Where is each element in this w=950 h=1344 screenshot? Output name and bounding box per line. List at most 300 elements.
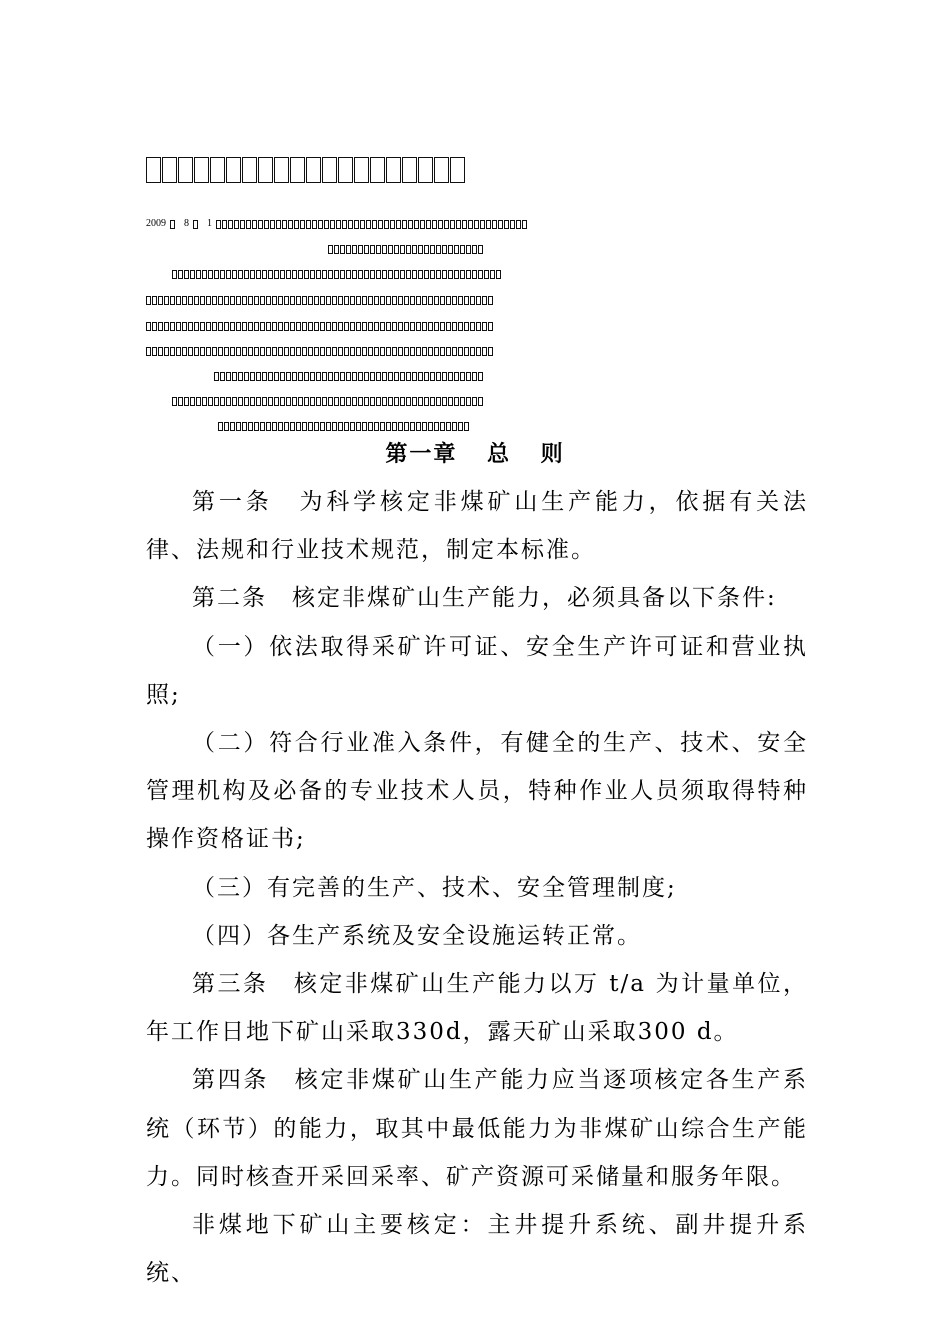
- missing-glyph: [474, 220, 479, 229]
- missing-glyph: [398, 347, 403, 356]
- missing-glyph: [464, 347, 469, 356]
- preface-glyphs: [146, 322, 493, 331]
- missing-glyph: [446, 422, 451, 431]
- missing-glyph: [340, 245, 345, 254]
- missing-glyph: [464, 322, 469, 331]
- missing-glyph: [344, 347, 349, 356]
- missing-glyph: [338, 347, 343, 356]
- missing-glyph: [326, 322, 331, 331]
- missing-glyph: [392, 422, 397, 431]
- missing-glyph: [184, 397, 189, 406]
- missing-glyph: [380, 296, 385, 305]
- missing-glyph: [316, 372, 321, 381]
- missing-glyph: [408, 220, 413, 229]
- missing-glyph: [364, 372, 369, 381]
- missing-glyph: [272, 422, 277, 431]
- missing-glyph: [316, 270, 321, 279]
- missing-glyph: [388, 270, 393, 279]
- missing-glyph: [322, 270, 327, 279]
- date-day: 1: [207, 218, 212, 229]
- missing-glyph: [368, 422, 373, 431]
- missing-glyph: [394, 245, 399, 254]
- missing-glyph: [466, 245, 471, 254]
- missing-glyph: [308, 422, 313, 431]
- missing-glyph: [412, 397, 417, 406]
- missing-glyph: [164, 296, 169, 305]
- missing-glyph: [308, 322, 313, 331]
- preface-glyphs: [172, 270, 501, 279]
- missing-glyph: [250, 372, 255, 381]
- missing-glyph: [304, 270, 309, 279]
- missing-glyph: [262, 372, 267, 381]
- document-body: [146, 478, 808, 1297]
- missing-glyph: [254, 322, 259, 331]
- missing-glyph: [422, 422, 427, 431]
- preface-line-7: [214, 370, 483, 382]
- missing-glyph: [442, 397, 447, 406]
- missing-glyph: [320, 347, 325, 356]
- missing-glyph: [482, 296, 487, 305]
- missing-glyph: [328, 245, 333, 254]
- missing-glyph: [412, 372, 417, 381]
- missing-glyph: [400, 245, 405, 254]
- missing-glyph: [304, 372, 309, 381]
- missing-glyph: [206, 347, 211, 356]
- missing-glyph: [368, 347, 373, 356]
- missing-glyph: [440, 347, 445, 356]
- missing-glyph: [464, 296, 469, 305]
- missing-glyph: [218, 347, 223, 356]
- missing-glyph: [182, 322, 187, 331]
- missing-glyph: [424, 270, 429, 279]
- missing-glyph: [196, 397, 201, 406]
- missing-glyph: [328, 270, 333, 279]
- missing-glyph: [424, 372, 429, 381]
- missing-glyph: [308, 347, 313, 356]
- missing-glyph: [442, 270, 447, 279]
- missing-glyph: [152, 296, 157, 305]
- missing-glyph: [464, 422, 469, 431]
- date-year: 2009: [146, 218, 166, 229]
- missing-glyph: [478, 372, 483, 381]
- missing-glyph: [170, 220, 175, 229]
- missing-glyph: [400, 270, 405, 279]
- missing-glyph: [298, 372, 303, 381]
- article-2-item-4: （四）各生产系统及安全设施运转正常。: [192, 922, 642, 949]
- missing-glyph: [176, 347, 181, 356]
- missing-glyph: [324, 220, 329, 229]
- missing-glyph: [400, 372, 405, 381]
- missing-glyph: [242, 157, 257, 183]
- preface-line-5: [146, 320, 493, 332]
- missing-glyph: [442, 245, 447, 254]
- missing-glyph: [188, 296, 193, 305]
- missing-glyph: [354, 220, 359, 229]
- missing-glyph: [344, 296, 349, 305]
- missing-glyph: [404, 422, 409, 431]
- missing-glyph: [388, 245, 393, 254]
- missing-glyph: [374, 322, 379, 331]
- missing-glyph: [344, 322, 349, 331]
- missing-glyph: [260, 422, 265, 431]
- missing-glyph: [260, 347, 265, 356]
- missing-glyph: [398, 422, 403, 431]
- preface-glyphs: [214, 372, 483, 381]
- missing-glyph: [478, 397, 483, 406]
- missing-glyph: [222, 220, 227, 229]
- missing-glyph: [236, 422, 241, 431]
- missing-glyph: [206, 322, 211, 331]
- missing-glyph: [226, 372, 231, 381]
- missing-glyph: [422, 296, 427, 305]
- missing-glyph: [522, 220, 527, 229]
- missing-glyph: [434, 347, 439, 356]
- missing-glyph: [490, 270, 495, 279]
- missing-glyph: [320, 296, 325, 305]
- missing-glyph: [418, 270, 423, 279]
- missing-glyph: [358, 245, 363, 254]
- missing-glyph: [146, 322, 151, 331]
- missing-glyph: [416, 296, 421, 305]
- missing-glyph: [362, 347, 367, 356]
- missing-glyph: [452, 347, 457, 356]
- missing-glyph: [434, 157, 449, 183]
- article-1: 第一条 为科学核定非煤矿山生产能力，依据有关法律、法规和行业技术规范，制定本标准。: [146, 489, 808, 564]
- missing-glyph: [334, 372, 339, 381]
- missing-glyph: [178, 397, 183, 406]
- missing-glyph: [476, 347, 481, 356]
- missing-glyph: [260, 296, 265, 305]
- preface-glyphs: [328, 245, 483, 254]
- missing-glyph: [458, 296, 463, 305]
- missing-glyph: [254, 347, 259, 356]
- missing-glyph: [266, 296, 271, 305]
- missing-glyph: [314, 347, 319, 356]
- missing-glyph: [410, 296, 415, 305]
- missing-glyph: [290, 422, 295, 431]
- article-3: 第三条 核定非煤矿山生产能力以万 t/a 为计量单位，年工作日地下矿山采取330d，露天矿山采取300 d。: [146, 971, 808, 1046]
- missing-glyph: [386, 422, 391, 431]
- missing-glyph: [376, 397, 381, 406]
- missing-glyph: [478, 245, 483, 254]
- missing-glyph: [428, 296, 433, 305]
- missing-glyph: [230, 296, 235, 305]
- preface-glyphs: [146, 347, 493, 356]
- missing-glyph: [322, 157, 337, 183]
- missing-glyph: [193, 220, 198, 229]
- missing-glyph: [346, 397, 351, 406]
- missing-glyph: [248, 322, 253, 331]
- missing-glyph: [412, 245, 417, 254]
- missing-glyph: [280, 270, 285, 279]
- missing-glyph: [242, 347, 247, 356]
- missing-glyph: [326, 296, 331, 305]
- missing-glyph: [470, 347, 475, 356]
- missing-glyph: [164, 347, 169, 356]
- missing-glyph: [338, 296, 343, 305]
- missing-glyph: [460, 245, 465, 254]
- missing-glyph: [448, 270, 453, 279]
- missing-glyph: [182, 347, 187, 356]
- missing-glyph: [260, 322, 265, 331]
- missing-glyph: [472, 270, 477, 279]
- missing-glyph: [224, 422, 229, 431]
- missing-glyph: [400, 397, 405, 406]
- missing-glyph: [214, 372, 219, 381]
- missing-glyph: [338, 322, 343, 331]
- missing-glyph: [298, 397, 303, 406]
- missing-glyph: [172, 270, 177, 279]
- missing-glyph: [406, 397, 411, 406]
- missing-glyph: [254, 296, 259, 305]
- missing-glyph: [314, 422, 319, 431]
- missing-glyph: [352, 245, 357, 254]
- missing-glyph: [262, 270, 267, 279]
- missing-glyph: [244, 397, 249, 406]
- missing-glyph: [320, 322, 325, 331]
- missing-glyph: [418, 245, 423, 254]
- missing-glyph: [358, 270, 363, 279]
- missing-glyph: [220, 397, 225, 406]
- missing-glyph: [294, 220, 299, 229]
- article-2-item-1: （一）依法取得采矿许可证、安全生产许可证和营业执照;: [146, 633, 808, 708]
- missing-glyph: [482, 347, 487, 356]
- missing-glyph: [488, 296, 493, 305]
- missing-glyph: [418, 397, 423, 406]
- missing-glyph: [358, 397, 363, 406]
- missing-glyph: [310, 372, 315, 381]
- missing-glyph: [256, 372, 261, 381]
- missing-glyph: [272, 322, 277, 331]
- document-title-missing-glyphs: [146, 150, 506, 190]
- missing-glyph: [362, 422, 367, 431]
- missing-glyph: [410, 322, 415, 331]
- missing-glyph: [448, 245, 453, 254]
- missing-glyph: [484, 270, 489, 279]
- missing-glyph: [350, 322, 355, 331]
- missing-glyph: [460, 270, 465, 279]
- missing-glyph: [396, 220, 401, 229]
- missing-glyph: [404, 322, 409, 331]
- missing-glyph: [262, 397, 267, 406]
- missing-glyph: [212, 296, 217, 305]
- missing-glyph: [360, 220, 365, 229]
- missing-glyph: [296, 347, 301, 356]
- missing-glyph: [452, 322, 457, 331]
- missing-glyph: [394, 372, 399, 381]
- missing-glyph: [292, 270, 297, 279]
- missing-glyph: [266, 322, 271, 331]
- missing-glyph: [432, 220, 437, 229]
- missing-glyph: [152, 347, 157, 356]
- missing-glyph: [242, 322, 247, 331]
- missing-glyph: [266, 347, 271, 356]
- missing-glyph: [452, 296, 457, 305]
- missing-glyph: [146, 296, 151, 305]
- missing-glyph: [258, 157, 273, 183]
- missing-glyph: [164, 322, 169, 331]
- missing-glyph: [196, 270, 201, 279]
- missing-glyph: [392, 322, 397, 331]
- missing-glyph: [392, 347, 397, 356]
- missing-glyph: [450, 157, 465, 183]
- missing-glyph: [368, 322, 373, 331]
- missing-glyph: [306, 157, 321, 183]
- missing-glyph: [236, 347, 241, 356]
- missing-glyph: [334, 270, 339, 279]
- missing-glyph: [288, 220, 293, 229]
- missing-glyph: [158, 347, 163, 356]
- missing-glyph: [274, 372, 279, 381]
- missing-glyph: [498, 220, 503, 229]
- missing-glyph: [272, 347, 277, 356]
- missing-glyph: [350, 347, 355, 356]
- missing-glyph: [340, 397, 345, 406]
- missing-glyph: [414, 220, 419, 229]
- missing-glyph: [170, 322, 175, 331]
- missing-glyph: [194, 347, 199, 356]
- missing-glyph: [284, 422, 289, 431]
- date-month: 8: [184, 218, 189, 229]
- missing-glyph: [386, 322, 391, 331]
- missing-glyph: [318, 220, 323, 229]
- missing-glyph: [382, 245, 387, 254]
- missing-glyph: [440, 296, 445, 305]
- missing-glyph: [460, 397, 465, 406]
- missing-glyph: [284, 322, 289, 331]
- missing-glyph: [244, 372, 249, 381]
- missing-glyph: [332, 296, 337, 305]
- missing-glyph: [388, 372, 393, 381]
- missing-glyph: [496, 270, 501, 279]
- missing-glyph: [178, 157, 193, 183]
- missing-glyph: [290, 296, 295, 305]
- missing-glyph: [246, 220, 251, 229]
- preface-line-1: [146, 218, 527, 230]
- missing-glyph: [398, 296, 403, 305]
- missing-glyph: [230, 347, 235, 356]
- missing-glyph: [234, 220, 239, 229]
- missing-glyph: [188, 322, 193, 331]
- missing-glyph: [378, 220, 383, 229]
- missing-glyph: [212, 322, 217, 331]
- missing-glyph: [276, 220, 281, 229]
- missing-glyph: [436, 397, 441, 406]
- missing-glyph: [446, 347, 451, 356]
- preface-line-4: [146, 294, 493, 306]
- missing-glyph: [348, 220, 353, 229]
- missing-glyph: [202, 397, 207, 406]
- missing-glyph: [334, 245, 339, 254]
- missing-glyph: [322, 397, 327, 406]
- missing-glyph: [380, 422, 385, 431]
- missing-glyph: [346, 245, 351, 254]
- missing-glyph: [248, 347, 253, 356]
- chapter-heading: 第一章 总 则: [385, 442, 565, 467]
- missing-glyph: [466, 372, 471, 381]
- missing-glyph: [424, 397, 429, 406]
- missing-glyph: [370, 372, 375, 381]
- missing-glyph: [224, 322, 229, 331]
- missing-glyph: [390, 220, 395, 229]
- preface-line-9: [218, 420, 469, 432]
- missing-glyph: [236, 296, 241, 305]
- missing-glyph: [374, 347, 379, 356]
- missing-glyph: [218, 422, 223, 431]
- missing-glyph: [254, 422, 259, 431]
- missing-glyph: [308, 296, 313, 305]
- missing-glyph: [158, 296, 163, 305]
- missing-glyph: [382, 270, 387, 279]
- missing-glyph: [364, 270, 369, 279]
- preface-glyphs: [146, 296, 493, 305]
- missing-glyph: [454, 397, 459, 406]
- missing-glyph: [286, 397, 291, 406]
- missing-glyph: [402, 220, 407, 229]
- missing-glyph: [242, 296, 247, 305]
- missing-glyph: [444, 220, 449, 229]
- missing-glyph: [416, 347, 421, 356]
- missing-glyph: [422, 322, 427, 331]
- article-4-continuation: 非煤地下矿山主要核定：主井提升系统、副井提升系统、: [146, 1212, 808, 1287]
- missing-glyph: [310, 397, 315, 406]
- missing-glyph: [350, 296, 355, 305]
- missing-glyph: [448, 372, 453, 381]
- missing-glyph: [264, 220, 269, 229]
- missing-glyph: [454, 372, 459, 381]
- missing-glyph: [194, 322, 199, 331]
- missing-glyph: [314, 322, 319, 331]
- missing-glyph: [388, 397, 393, 406]
- missing-glyph: [226, 397, 231, 406]
- missing-glyph: [362, 296, 367, 305]
- missing-glyph: [292, 397, 297, 406]
- missing-glyph: [448, 397, 453, 406]
- missing-glyph: [436, 270, 441, 279]
- missing-glyph: [298, 270, 303, 279]
- missing-glyph: [252, 220, 257, 229]
- missing-glyph: [312, 220, 317, 229]
- missing-glyph: [266, 422, 271, 431]
- missing-glyph: [372, 220, 377, 229]
- missing-glyph: [476, 296, 481, 305]
- missing-glyph: [302, 322, 307, 331]
- missing-glyph: [370, 157, 385, 183]
- missing-glyph: [296, 296, 301, 305]
- missing-glyph: [374, 422, 379, 431]
- missing-glyph: [406, 245, 411, 254]
- missing-glyph: [216, 220, 221, 229]
- missing-glyph: [214, 397, 219, 406]
- missing-glyph: [430, 270, 435, 279]
- missing-glyph: [446, 296, 451, 305]
- missing-glyph: [194, 157, 209, 183]
- missing-glyph: [284, 347, 289, 356]
- missing-glyph: [364, 245, 369, 254]
- missing-glyph: [364, 397, 369, 406]
- missing-glyph: [250, 270, 255, 279]
- missing-glyph: [406, 270, 411, 279]
- missing-glyph: [172, 397, 177, 406]
- missing-glyph: [292, 372, 297, 381]
- missing-glyph: [374, 296, 379, 305]
- missing-glyph: [296, 322, 301, 331]
- missing-glyph: [410, 347, 415, 356]
- missing-glyph: [302, 347, 307, 356]
- missing-glyph: [310, 270, 315, 279]
- missing-glyph: [516, 220, 521, 229]
- missing-glyph: [280, 397, 285, 406]
